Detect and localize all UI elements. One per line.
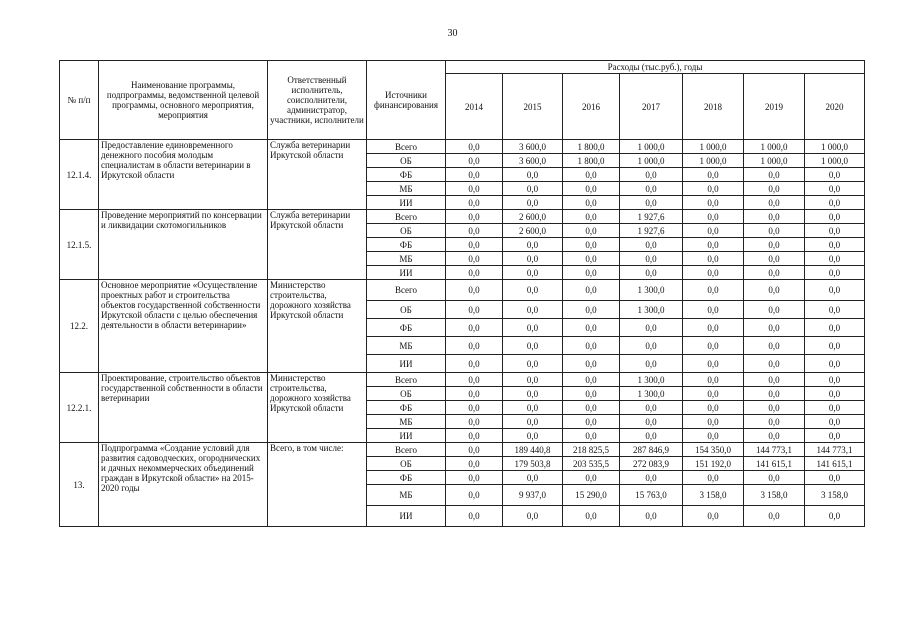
expense-value: 0,0	[805, 196, 865, 210]
expense-value: 0,0	[805, 238, 865, 252]
expense-value: 0,0	[503, 252, 563, 266]
expense-value: 0,0	[683, 252, 744, 266]
expense-value: 1 000,0	[683, 154, 744, 168]
funding-source: ФБ	[367, 168, 446, 182]
item-executor: Служба ветеринарии Иркутской области	[268, 210, 367, 280]
expense-value: 0,0	[683, 337, 744, 355]
funding-source: ОБ	[367, 457, 446, 471]
expense-value: 0,0	[683, 355, 744, 373]
funding-source: ФБ	[367, 471, 446, 485]
expense-value: 0,0	[744, 224, 805, 238]
expense-value: 0,0	[620, 182, 683, 196]
expense-value: 218 825,5	[563, 443, 620, 457]
expense-value: 0,0	[620, 252, 683, 266]
item-name: Предоставление единовременного денежного пособия молодым специалистам в области ветеринарии в Иркутской области	[99, 140, 268, 210]
expense-value: 0,0	[620, 415, 683, 429]
expense-value: 2 600,0	[503, 224, 563, 238]
funding-source: Всего	[367, 210, 446, 224]
expense-value: 0,0	[805, 373, 865, 387]
expense-value: 1 000,0	[620, 140, 683, 154]
funding-source: ФБ	[367, 401, 446, 415]
expense-value: 1 300,0	[620, 280, 683, 301]
expense-value: 0,0	[446, 387, 503, 401]
expense-value: 0,0	[683, 168, 744, 182]
expense-value: 0,0	[683, 280, 744, 301]
expense-value: 0,0	[503, 355, 563, 373]
expense-value: 3 158,0	[805, 485, 865, 506]
expense-value: 0,0	[805, 182, 865, 196]
expense-value: 0,0	[446, 471, 503, 485]
item-number: 12.1.4.	[60, 140, 99, 210]
item-name: Проведение мероприятий по консервации и ликвидации скотомогильников	[99, 210, 268, 280]
expense-value: 0,0	[563, 224, 620, 238]
expense-value: 0,0	[744, 238, 805, 252]
table-header	[60, 61, 865, 140]
expense-value: 0,0	[446, 154, 503, 168]
expense-value: 0,0	[744, 429, 805, 443]
expense-value: 0,0	[805, 280, 865, 301]
funding-source: ИИ	[367, 506, 446, 527]
funding-source: Всего	[367, 373, 446, 387]
expense-value: 0,0	[620, 401, 683, 415]
expense-value: 0,0	[503, 415, 563, 429]
funding-source: МБ	[367, 252, 446, 266]
expense-value: 0,0	[446, 443, 503, 457]
expense-value: 0,0	[744, 252, 805, 266]
header-source: Источники финансирования	[367, 61, 446, 140]
budget-table	[59, 60, 865, 527]
expense-value: 0,0	[805, 301, 865, 319]
expense-value: 0,0	[503, 266, 563, 280]
expense-value: 154 350,0	[683, 443, 744, 457]
expense-value: 0,0	[620, 196, 683, 210]
expense-value: 0,0	[620, 319, 683, 337]
header-year: 2015	[503, 74, 563, 140]
expense-value: 0,0	[744, 506, 805, 527]
expense-value: 144 773,1	[805, 443, 865, 457]
funding-source: ФБ	[367, 238, 446, 252]
expense-value: 0,0	[744, 168, 805, 182]
expense-value: 0,0	[503, 168, 563, 182]
expense-value: 0,0	[805, 471, 865, 485]
expense-value: 15 763,0	[620, 485, 683, 506]
expense-value: 0,0	[683, 301, 744, 319]
item-name: Основное мероприятие «Осуществление проектных работ и строительства объектов государственной собственности Иркутской области с целью обеспечения деятельности в области ветеринарии»	[99, 280, 268, 373]
expense-value: 0,0	[805, 210, 865, 224]
expense-value: 0,0	[683, 224, 744, 238]
expense-value: 0,0	[744, 373, 805, 387]
expense-value: 0,0	[683, 196, 744, 210]
funding-source: ИИ	[367, 429, 446, 443]
expense-value: 0,0	[503, 429, 563, 443]
expense-value: 0,0	[744, 301, 805, 319]
expense-value: 0,0	[563, 196, 620, 210]
expense-value: 0,0	[620, 238, 683, 252]
funding-source: ФБ	[367, 319, 446, 337]
expense-value: 0,0	[805, 266, 865, 280]
expense-value: 0,0	[503, 471, 563, 485]
expense-value: 0,0	[446, 337, 503, 355]
expense-value: 1 000,0	[805, 154, 865, 168]
expense-value: 0,0	[744, 210, 805, 224]
item-executor: Министерство строительства, дорожного хозяйства Иркутской области	[268, 280, 367, 373]
expense-value: 0,0	[805, 168, 865, 182]
expense-value: 0,0	[503, 401, 563, 415]
expense-value: 1 300,0	[620, 373, 683, 387]
expense-value: 0,0	[805, 337, 865, 355]
expense-value: 0,0	[503, 238, 563, 252]
expense-value: 0,0	[446, 266, 503, 280]
expense-value: 0,0	[620, 506, 683, 527]
expense-value: 3 158,0	[744, 485, 805, 506]
expense-value: 0,0	[563, 429, 620, 443]
expense-value: 0,0	[503, 373, 563, 387]
expense-value: 1 000,0	[744, 140, 805, 154]
expense-value: 2 600,0	[503, 210, 563, 224]
expense-value: 0,0	[683, 182, 744, 196]
expense-value: 0,0	[620, 337, 683, 355]
expense-value: 0,0	[683, 319, 744, 337]
expense-value: 0,0	[744, 387, 805, 401]
expense-value: 9 937,0	[503, 485, 563, 506]
item-number: 12.2.1.	[60, 373, 99, 443]
expense-value: 0,0	[683, 506, 744, 527]
expense-value: 0,0	[744, 471, 805, 485]
expense-value: 0,0	[446, 319, 503, 337]
table-body	[60, 140, 865, 527]
header-num: № п/п	[60, 61, 99, 140]
expense-value: 0,0	[744, 182, 805, 196]
item-name: Проектирование, строительство объектов государственной собственности в области ветеринарии	[99, 373, 268, 443]
table-row	[60, 280, 865, 301]
expense-value: 0,0	[563, 238, 620, 252]
expense-value: 1 000,0	[744, 154, 805, 168]
expense-value: 0,0	[563, 182, 620, 196]
funding-source: МБ	[367, 415, 446, 429]
expense-value: 0,0	[563, 252, 620, 266]
funding-source: МБ	[367, 182, 446, 196]
item-name: Подпрограмма «Создание условий для развития садоводческих, огороднических и дачных некоммерческих объединений граждан в Иркутской области» на 2015-2020 годы	[99, 443, 268, 527]
header-year: 2020	[805, 74, 865, 140]
expense-value: 0,0	[620, 471, 683, 485]
expense-value: 1 000,0	[620, 154, 683, 168]
expense-value: 0,0	[503, 182, 563, 196]
table-row	[60, 443, 865, 457]
expense-value: 0,0	[446, 238, 503, 252]
expense-value: 3 600,0	[503, 154, 563, 168]
expense-value: 0,0	[683, 415, 744, 429]
expense-value: 0,0	[683, 471, 744, 485]
item-number: 12.2.	[60, 280, 99, 373]
expense-value: 0,0	[683, 373, 744, 387]
expense-value: 1 800,0	[563, 154, 620, 168]
expense-value: 0,0	[563, 355, 620, 373]
expense-value: 0,0	[744, 280, 805, 301]
expense-value: 0,0	[683, 266, 744, 280]
funding-source: ОБ	[367, 301, 446, 319]
expense-value: 0,0	[503, 196, 563, 210]
expense-value: 0,0	[503, 319, 563, 337]
expense-value: 0,0	[503, 337, 563, 355]
expense-value: 1 300,0	[620, 301, 683, 319]
header-year: 2014	[446, 74, 503, 140]
header-year: 2019	[744, 74, 805, 140]
expense-value: 3 600,0	[503, 140, 563, 154]
expense-value: 0,0	[563, 506, 620, 527]
expense-value: 0,0	[683, 387, 744, 401]
expense-value: 287 846,9	[620, 443, 683, 457]
expense-value: 0,0	[805, 506, 865, 527]
expense-value: 0,0	[805, 319, 865, 337]
expense-value: 0,0	[744, 337, 805, 355]
table-row	[60, 140, 865, 154]
expense-value: 3 158,0	[683, 485, 744, 506]
expense-value: 0,0	[563, 266, 620, 280]
expense-value: 0,0	[744, 415, 805, 429]
expense-value: 0,0	[563, 301, 620, 319]
expense-value: 0,0	[805, 401, 865, 415]
expense-value: 0,0	[683, 210, 744, 224]
funding-source: ИИ	[367, 266, 446, 280]
funding-source: МБ	[367, 337, 446, 355]
expense-value: 0,0	[446, 196, 503, 210]
expense-value: 0,0	[446, 210, 503, 224]
item-number: 12.1.5.	[60, 210, 99, 280]
expense-value: 1 000,0	[805, 140, 865, 154]
table-row	[60, 373, 865, 387]
expense-value: 0,0	[563, 319, 620, 337]
header-name: Наименование программы, подпрограммы, ведомственной целевой программы, основного мероприятия, мероприятия	[99, 61, 268, 140]
funding-source: ОБ	[367, 224, 446, 238]
item-executor: Служба ветеринарии Иркутской области	[268, 140, 367, 210]
expense-value: 203 535,5	[563, 457, 620, 471]
expense-value: 0,0	[446, 182, 503, 196]
expense-value: 0,0	[563, 210, 620, 224]
expense-value: 0,0	[446, 355, 503, 373]
expense-value: 179 503,8	[503, 457, 563, 471]
funding-source: МБ	[367, 485, 446, 506]
expense-value: 0,0	[563, 471, 620, 485]
item-number: 13.	[60, 443, 99, 527]
expense-value: 1 927,6	[620, 224, 683, 238]
expense-value: 0,0	[563, 337, 620, 355]
expense-value: 0,0	[563, 401, 620, 415]
table-row	[60, 210, 865, 224]
expense-value: 0,0	[446, 485, 503, 506]
expense-value: 0,0	[805, 387, 865, 401]
funding-source: Всего	[367, 140, 446, 154]
expense-value: 0,0	[744, 355, 805, 373]
expense-value: 189 440,8	[503, 443, 563, 457]
expense-value: 0,0	[503, 280, 563, 301]
header-executor: Ответственный исполнитель, соисполнители, администратор, участники, исполнители	[268, 61, 367, 140]
expense-value: 0,0	[446, 415, 503, 429]
expense-value: 0,0	[744, 196, 805, 210]
funding-source: Всего	[367, 443, 446, 457]
expense-value: 1 800,0	[563, 140, 620, 154]
funding-source: ИИ	[367, 355, 446, 373]
expense-value: 141 615,1	[744, 457, 805, 471]
expense-value: 0,0	[563, 168, 620, 182]
expense-value: 0,0	[446, 457, 503, 471]
expense-value: 0,0	[563, 373, 620, 387]
expense-value: 0,0	[446, 506, 503, 527]
header-expenses: Расходы (тыс.руб.), годы	[446, 61, 865, 74]
expense-value: 0,0	[446, 373, 503, 387]
expense-value: 0,0	[744, 266, 805, 280]
expense-value: 0,0	[503, 301, 563, 319]
expense-value: 0,0	[805, 252, 865, 266]
expense-value: 0,0	[446, 168, 503, 182]
expense-value: 0,0	[446, 280, 503, 301]
expense-value: 1 927,6	[620, 210, 683, 224]
expense-value: 0,0	[446, 301, 503, 319]
expense-value: 0,0	[683, 238, 744, 252]
expense-value: 0,0	[620, 266, 683, 280]
header-year: 2017	[620, 74, 683, 140]
expense-value: 144 773,1	[744, 443, 805, 457]
expense-value: 0,0	[805, 224, 865, 238]
expense-value: 0,0	[446, 429, 503, 443]
funding-source: ИИ	[367, 196, 446, 210]
item-executor: Министерство строительства, дорожного хозяйства Иркутской области	[268, 373, 367, 443]
expense-value: 0,0	[620, 168, 683, 182]
header-year: 2018	[683, 74, 744, 140]
expense-value: 0,0	[563, 415, 620, 429]
expense-value: 1 300,0	[620, 387, 683, 401]
expense-value: 1 000,0	[683, 140, 744, 154]
expense-value: 151 192,0	[683, 457, 744, 471]
expense-value: 0,0	[620, 355, 683, 373]
page-number: 30	[447, 28, 458, 39]
funding-source: ОБ	[367, 387, 446, 401]
funding-source: ОБ	[367, 154, 446, 168]
expense-value: 0,0	[446, 140, 503, 154]
expense-value: 0,0	[805, 415, 865, 429]
expense-value: 141 615,1	[805, 457, 865, 471]
expense-value: 0,0	[563, 387, 620, 401]
expense-value: 0,0	[503, 387, 563, 401]
expense-value: 15 290,0	[563, 485, 620, 506]
expense-value: 0,0	[446, 401, 503, 415]
expense-value: 0,0	[805, 355, 865, 373]
expense-value: 0,0	[563, 280, 620, 301]
expense-value: 0,0	[744, 319, 805, 337]
expense-value: 0,0	[446, 224, 503, 238]
funding-source: Всего	[367, 280, 446, 301]
expense-value: 272 083,9	[620, 457, 683, 471]
expense-value: 0,0	[620, 429, 683, 443]
expense-value: 0,0	[683, 429, 744, 443]
header-year: 2016	[563, 74, 620, 140]
expense-value: 0,0	[744, 401, 805, 415]
expense-value: 0,0	[503, 506, 563, 527]
expense-value: 0,0	[683, 401, 744, 415]
expense-value: 0,0	[446, 252, 503, 266]
item-executor: Всего, в том числе:	[268, 443, 367, 527]
expense-value: 0,0	[805, 429, 865, 443]
